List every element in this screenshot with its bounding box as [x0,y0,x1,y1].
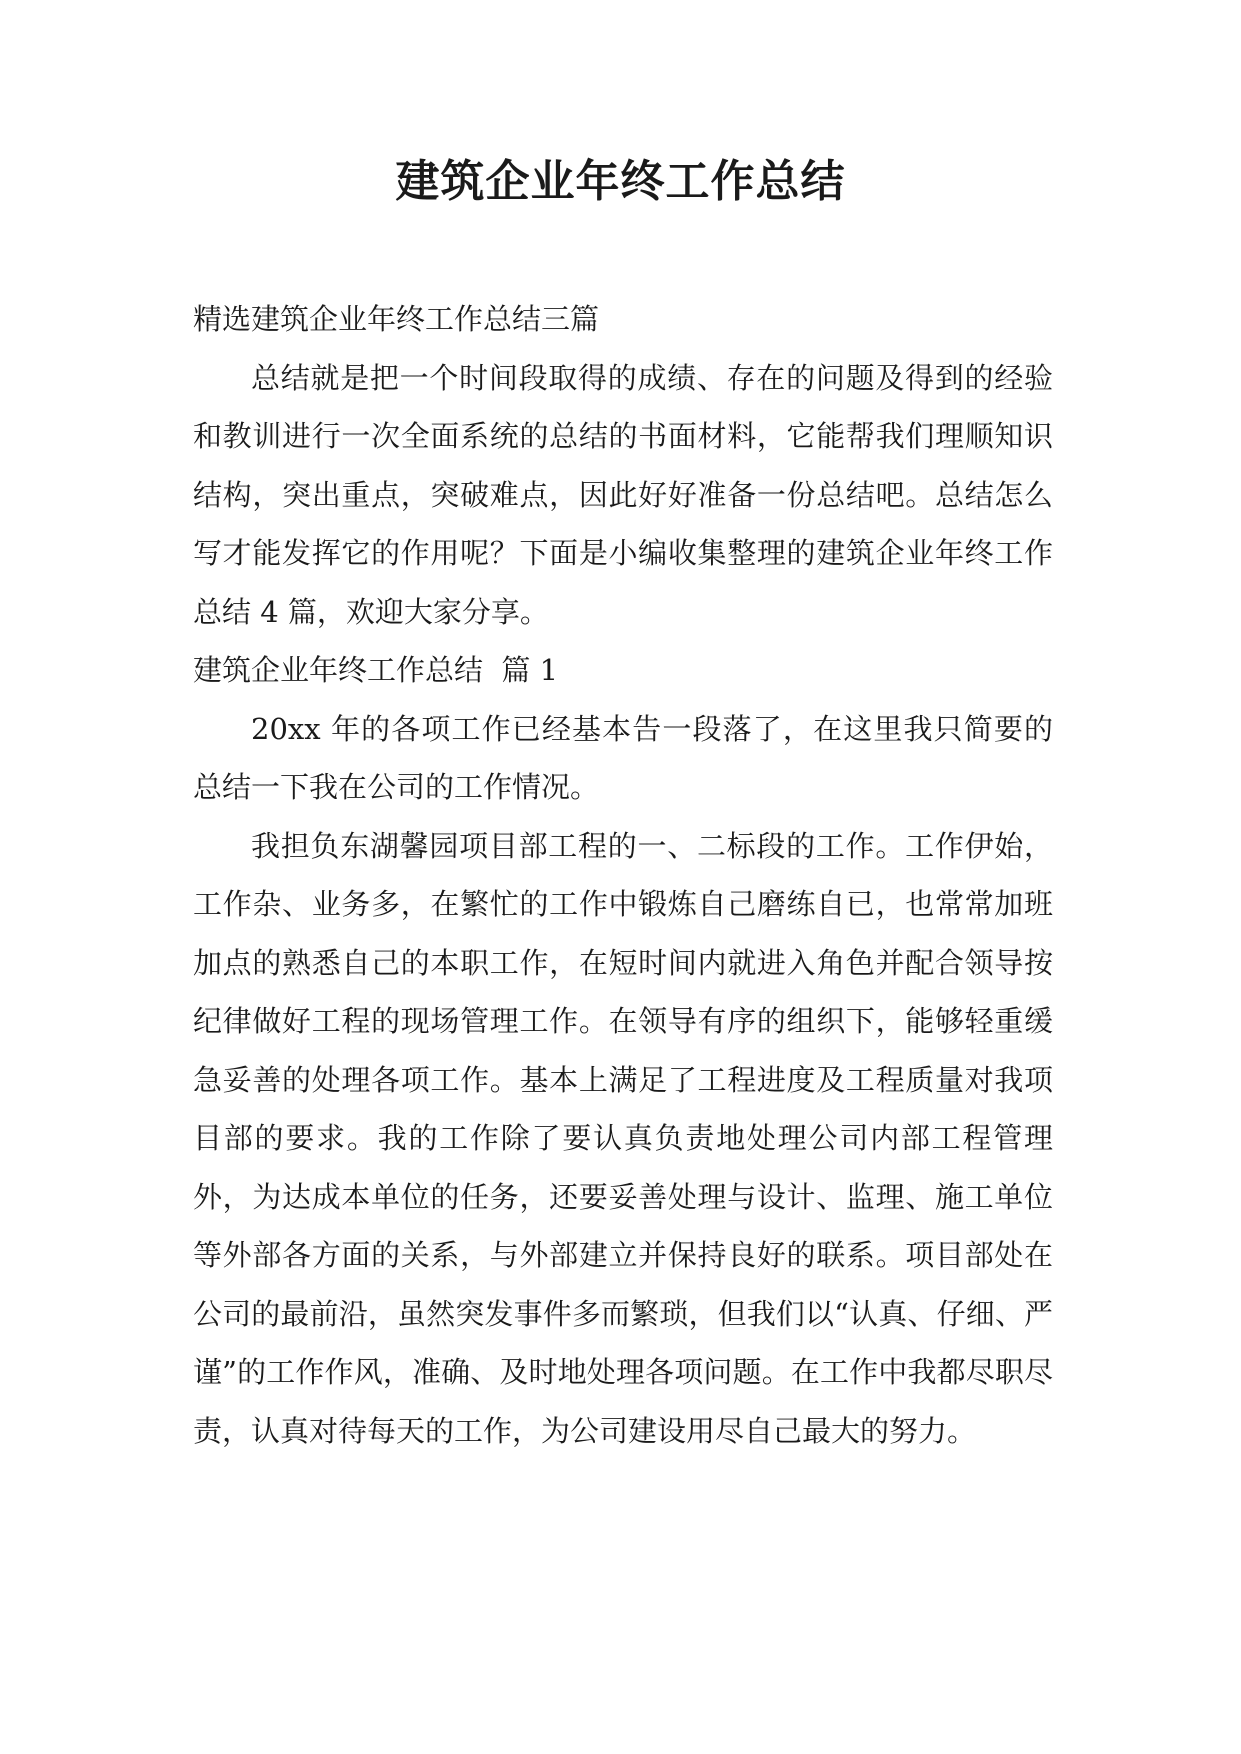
paragraph-2: 我担负东湖馨园项目部工程的一、二标段的工作。工作伊始，工作杂、业务多，在繁忙的工作中锻炼自己磨练自已，也常常加班加点的熟悉自己的本职工作，在短时间内就进入角色并配合领导按纪律做好工程的现场管理工作。在领导有序的组织下，能够轻重缓急妥善的处理各项工作。基本上满足了工程进度及工程质量对我项目部的要求。我的工作除了要认真负责地处理公司内部工程管理外，为达成本单位的任务，还要妥善处理与设计、监理、施工单位等外部各方面的关系，与外部建立并保持良好的联系。项目部处在公司的最前沿，虽然突发事件多而繁琐，但我们以“认真、仔细、严谨”的工作作风，准确、及时地处理各项问题。在工作中我都尽职尽责，认真对待每天的工作，为公司建设用尽自己最大的努力。 [193,828,1053,1448]
document-title: 建筑企业年终工作总结 [395,156,846,207]
document-subtitle: 精选建筑企业年终工作总结三篇 [193,302,600,336]
paragraph-1: 20xx 年的各项工作已经基本告一段落了，在这里我只简要的总结一下我在公司的工作情况。 [193,711,1053,804]
section-heading: 建筑企业年终工作总结 篇 1 [193,653,559,687]
intro-paragraph: 总结就是把一个时间段取得的成绩、存在的问题及得到的经验和教训进行一次全面系统的总结的书面材料，它能帮我们理顺知识结构，突出重点，突破难点，因此好好准备一份总结吧。总结怎么写才能发挥它的作用呢？下面是小编收集整理的建筑企业年终工作总结 4 篇，欢迎大家分享。 [193,360,1053,629]
document-body [193,290,1053,1460]
